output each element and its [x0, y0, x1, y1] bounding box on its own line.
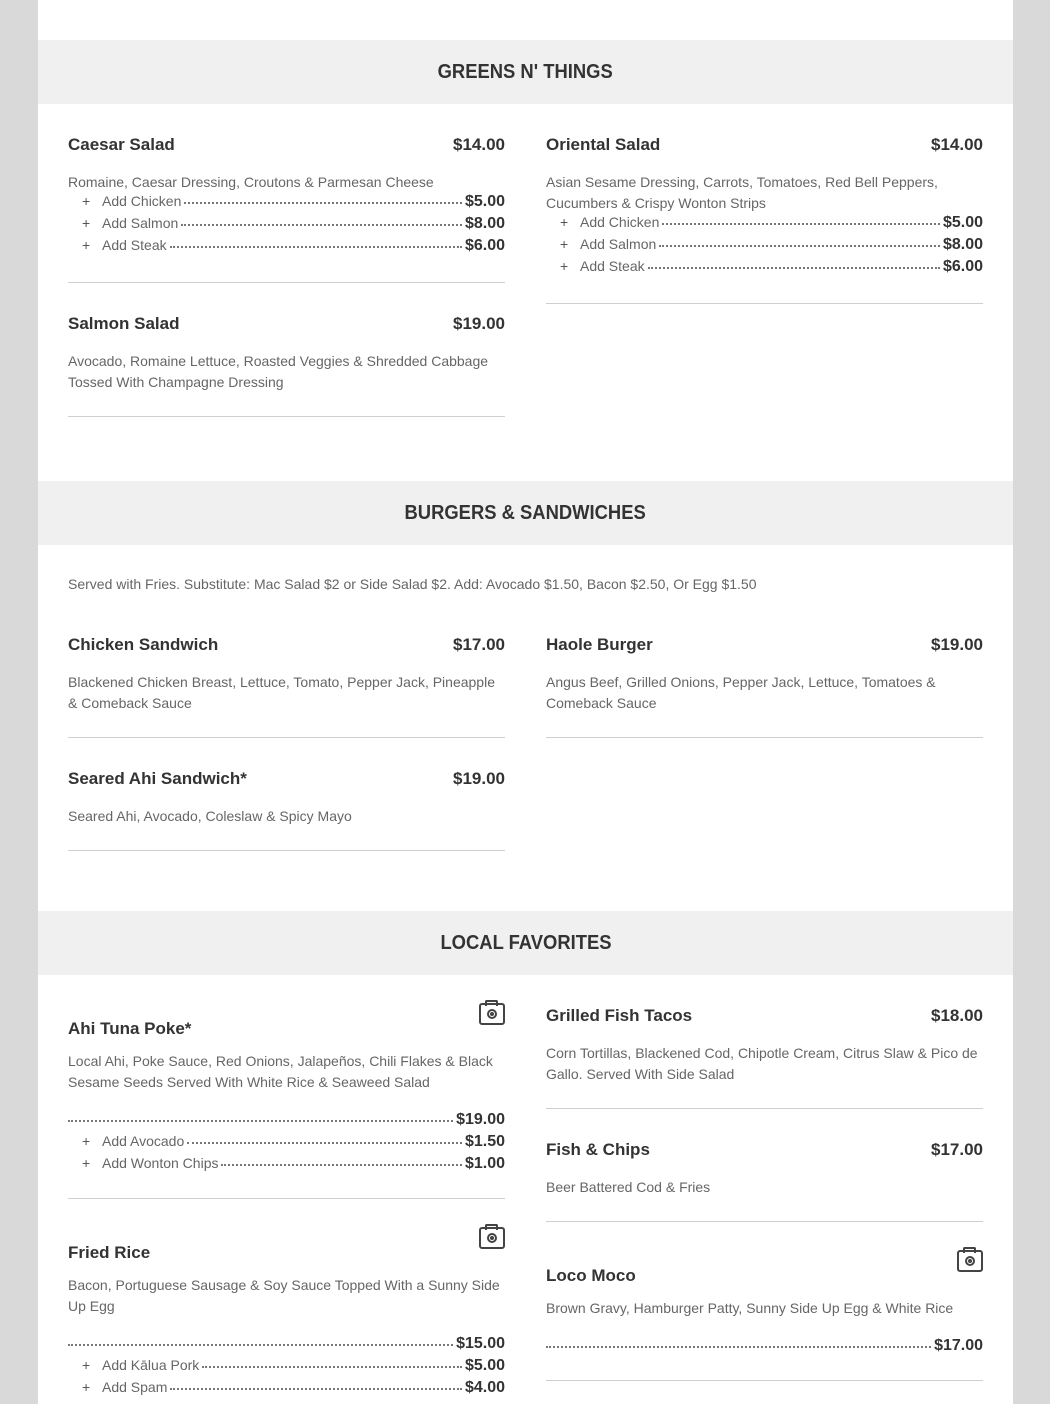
item-name: Oriental Salad — [546, 135, 661, 154]
addon-label: Add Chicken — [102, 193, 182, 209]
dot-leader — [221, 1164, 461, 1166]
addon-label: Add Steak — [580, 258, 645, 274]
addon-list — [68, 1357, 505, 1401]
item-name: Seared Ahi Sandwich* — [68, 769, 247, 788]
addon-price: $5.00 — [464, 193, 505, 210]
item-name: Loco Moco — [546, 1266, 636, 1285]
section-title: LOCAL FAVORITES — [439, 931, 612, 954]
menu-item-chicken-sandwich[interactable] — [68, 633, 505, 714]
addon-item[interactable] — [68, 1379, 505, 1401]
section-title: GREENS N' THINGS — [437, 60, 614, 83]
item-description: Asian Sesame Dressing, Carrots, Tomatoes, Red Bell Peppers, Cucumbers & Crispy Wonton Strips — [546, 174, 938, 211]
item-divider — [68, 850, 505, 851]
menu-item-grilled-fish-tacos[interactable] — [546, 1004, 983, 1085]
item-name: Grilled Fish Tacos — [546, 1006, 693, 1025]
dot-leader — [546, 1346, 931, 1348]
addon-price: $8.00 — [942, 236, 983, 253]
item-name: Fish & Chips — [546, 1140, 650, 1159]
addon-item[interactable] — [546, 214, 983, 236]
item-description: Brown Gravy, Hamburger Patty, Sunny Side Up Egg & White Rice — [546, 1300, 954, 1316]
dot-leader — [659, 245, 940, 247]
dot-leader — [187, 1142, 462, 1144]
item-price: $19.00 — [931, 635, 983, 654]
menu-item-haole-burger[interactable] — [546, 633, 983, 714]
item-divider — [68, 282, 505, 283]
dot-leader — [648, 267, 940, 269]
addon-item[interactable] — [68, 215, 505, 237]
item-description: Local Ahi, Poke Sauce, Red Onions, Jalapeños, Chili Flakes & Black Sesame Seeds Served With White Rice & Seaweed Salad — [68, 1053, 493, 1090]
addon-item[interactable] — [68, 1357, 505, 1379]
addon-label: Add Salmon — [580, 236, 657, 252]
item-description: Romaine, Caesar Dressing, Croutons & Parmesan Cheese — [68, 174, 434, 190]
menu-item-fish-and-chips[interactable] — [546, 1138, 983, 1198]
dot-leader — [170, 1388, 462, 1390]
plus-icon: + — [82, 237, 91, 253]
item-divider — [546, 303, 983, 304]
dot-leader — [181, 224, 462, 226]
addon-label: Add Kālua Pork — [102, 1357, 200, 1373]
plus-icon: + — [82, 193, 91, 209]
addon-item[interactable] — [68, 1155, 505, 1177]
item-divider — [68, 737, 505, 738]
item-price: $14.00 — [453, 135, 505, 154]
plus-icon: + — [82, 1155, 91, 1171]
addon-label: Add Salmon — [102, 215, 179, 231]
plus-icon: + — [560, 236, 569, 252]
item-name: Caesar Salad — [68, 135, 175, 154]
dot-leader — [68, 1344, 453, 1346]
price-line — [68, 1335, 505, 1357]
addon-item[interactable] — [68, 237, 505, 259]
item-description: Angus Beef, Grilled Onions, Pepper Jack, Lettuce, Tomatoes & Comeback Sauce — [546, 674, 936, 711]
menu-item-loco-moco[interactable] — [546, 1252, 983, 1359]
dot-leader — [662, 223, 940, 225]
item-name: Chicken Sandwich — [68, 635, 219, 654]
plus-icon: + — [82, 1379, 91, 1395]
dot-leader — [202, 1366, 462, 1368]
menu-item-seared-ahi-sandwich[interactable] — [68, 767, 505, 827]
addon-list — [68, 1133, 505, 1177]
item-description: Beer Battered Cod & Fries — [546, 1179, 711, 1195]
addon-price: $6.00 — [942, 258, 983, 275]
item-price: $18.00 — [931, 1006, 983, 1025]
item-description: Blackened Chicken Breast, Lettuce, Tomato, Pepper Jack, Pineapple & Comeback Sauce — [68, 674, 495, 711]
section-title: BURGERS & SANDWICHES — [404, 501, 647, 524]
item-divider — [546, 1380, 983, 1381]
menu-item-caesar-salad[interactable] — [68, 133, 505, 259]
menu-item-salmon-salad[interactable] — [68, 312, 505, 393]
menu-item-ahi-tuna-poke[interactable] — [68, 1005, 505, 1177]
addon-label: Add Spam — [102, 1379, 168, 1395]
dot-leader — [68, 1120, 453, 1122]
addon-price: $5.00 — [942, 214, 983, 231]
section-header-local — [38, 911, 1013, 975]
plus-icon: + — [82, 215, 91, 231]
addon-label: Add Wonton Chips — [102, 1155, 219, 1171]
addon-label: Add Steak — [102, 237, 167, 253]
addon-item[interactable] — [68, 193, 505, 215]
item-divider — [546, 737, 983, 738]
item-price: $17.00 — [931, 1140, 983, 1159]
item-name: Ahi Tuna Poke* — [68, 1019, 192, 1038]
addon-item[interactable] — [546, 236, 983, 258]
price-line — [68, 1111, 505, 1133]
plus-icon: + — [560, 258, 569, 274]
addon-label: Add Avocado — [102, 1133, 185, 1149]
item-price: $17.00 — [453, 635, 505, 654]
camera-icon[interactable] — [479, 1227, 505, 1249]
addon-item[interactable] — [546, 258, 983, 280]
addon-list — [546, 214, 983, 280]
item-divider — [68, 416, 505, 417]
section-note: Served with Fries. Substitute: Mac Salad $2 or Side Salad $2. Add: Avocado $1.50, Bacon $2.50, Or Egg $1.50 — [68, 576, 757, 592]
plus-icon: + — [82, 1357, 91, 1373]
addon-label: Add Chicken — [580, 214, 660, 230]
item-description: Bacon, Portuguese Sausage & Soy Sauce Topped With a Sunny Side Up Egg — [68, 1277, 500, 1314]
plus-icon: + — [560, 214, 569, 230]
item-name: Haole Burger — [546, 635, 653, 654]
item-description: Avocado, Romaine Lettuce, Roasted Veggies & Shredded Cabbage Tossed With Champagne Dressing — [68, 353, 489, 390]
addon-price: $8.00 — [464, 215, 505, 232]
item-name: Salmon Salad — [68, 314, 180, 333]
camera-icon[interactable] — [479, 1003, 505, 1025]
addon-list — [68, 193, 505, 259]
item-divider — [68, 1198, 505, 1199]
menu-item-fried-rice[interactable] — [68, 1229, 505, 1401]
item-price: $19.00 — [456, 1111, 505, 1128]
item-price: $15.00 — [456, 1335, 505, 1352]
addon-item[interactable] — [68, 1133, 505, 1155]
section-header-burgers — [38, 481, 1013, 545]
item-divider — [546, 1221, 983, 1222]
item-price: $14.00 — [931, 135, 983, 154]
addon-price: $4.00 — [464, 1379, 505, 1396]
item-description: Seared Ahi, Avocado, Coleslaw & Spicy Mayo — [68, 808, 352, 824]
section-header-greens — [38, 40, 1013, 104]
addon-price: $5.00 — [464, 1357, 505, 1374]
price-line — [546, 1337, 983, 1359]
camera-icon[interactable] — [957, 1250, 983, 1272]
dot-leader — [170, 246, 462, 248]
menu-item-oriental-salad[interactable] — [546, 133, 983, 280]
menu-page — [38, 0, 1013, 1404]
item-price: $19.00 — [453, 769, 505, 788]
addon-price: $6.00 — [464, 237, 505, 254]
item-price: $19.00 — [453, 314, 505, 333]
item-price: $17.00 — [934, 1337, 983, 1354]
addon-price: $1.00 — [464, 1155, 505, 1172]
addon-price: $1.50 — [464, 1133, 505, 1150]
item-description: Corn Tortillas, Blackened Cod, Chipotle Cream, Citrus Slaw & Pico de Gallo. Served With Side Salad — [546, 1045, 978, 1082]
dot-leader — [184, 202, 462, 204]
item-name: Fried Rice — [68, 1243, 151, 1262]
item-divider — [546, 1108, 983, 1109]
plus-icon: + — [82, 1133, 91, 1149]
